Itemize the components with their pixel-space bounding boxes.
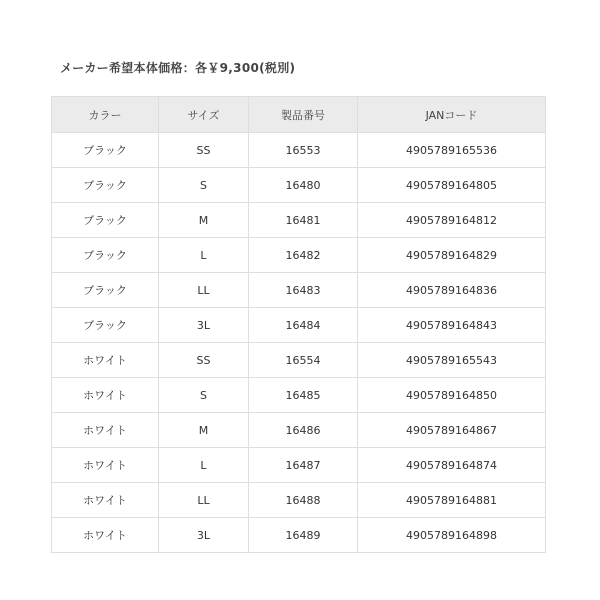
cell-color: ホワイト [52,518,159,553]
cell-jan-code: 4905789164874 [358,448,546,483]
cell-size: S [159,378,249,413]
table-row [52,483,546,518]
cell-size: M [159,413,249,448]
table-row [52,273,546,308]
cell-color: ホワイト [52,448,159,483]
cell-jan-code: 4905789164805 [358,168,546,203]
table-row [52,518,546,553]
cell-color: ブラック [52,273,159,308]
cell-size: L [159,238,249,273]
cell-size: SS [159,343,249,378]
cell-jan-code: 4905789164867 [358,413,546,448]
cell-product-number: 16484 [249,308,358,343]
cell-product-number: 16488 [249,483,358,518]
cell-product-number: 16482 [249,238,358,273]
cell-jan-code: 4905789164812 [358,203,546,238]
cell-product-number: 16486 [249,413,358,448]
table-row [52,343,546,378]
table-row [52,413,546,448]
cell-color: ホワイト [52,343,159,378]
cell-size: S [159,168,249,203]
cell-size: LL [159,483,249,518]
table-row [52,448,546,483]
cell-color: ブラック [52,238,159,273]
cell-product-number: 16483 [249,273,358,308]
cell-product-number: 16554 [249,343,358,378]
table-row [52,378,546,413]
header-size: サイズ [159,97,249,133]
cell-color: ホワイト [52,483,159,518]
cell-product-number: 16480 [249,168,358,203]
cell-size: SS [159,133,249,168]
cell-jan-code: 4905789164836 [358,273,546,308]
cell-color: ホワイト [52,413,159,448]
table-row [52,168,546,203]
cell-size: LL [159,273,249,308]
cell-color: ブラック [52,203,159,238]
cell-jan-code: 4905789164829 [358,238,546,273]
header-product-number: 製品番号 [249,97,358,133]
table-row [52,308,546,343]
cell-color: ブラック [52,168,159,203]
cell-color: ブラック [52,133,159,168]
cell-jan-code: 4905789164881 [358,483,546,518]
cell-size: 3L [159,518,249,553]
table-header-row [52,97,546,133]
cell-jan-code: 4905789165536 [358,133,546,168]
cell-jan-code: 4905789164850 [358,378,546,413]
cell-size: 3L [159,308,249,343]
cell-product-number: 16485 [249,378,358,413]
cell-size: M [159,203,249,238]
table-row [52,203,546,238]
cell-color: ブラック [52,308,159,343]
cell-product-number: 16553 [249,133,358,168]
table-row [52,238,546,273]
cell-product-number: 16489 [249,518,358,553]
cell-jan-code: 4905789164843 [358,308,546,343]
product-spec-table [51,96,546,553]
cell-jan-code: 4905789165543 [358,343,546,378]
cell-color: ホワイト [52,378,159,413]
header-color: カラー [52,97,159,133]
cell-jan-code: 4905789164898 [358,518,546,553]
header-jan-code: JANコード [358,97,546,133]
cell-product-number: 16487 [249,448,358,483]
cell-product-number: 16481 [249,203,358,238]
cell-size: L [159,448,249,483]
table-row [52,133,546,168]
price-label: メーカー希望本体価格：各￥9,300(税別) [60,61,296,75]
